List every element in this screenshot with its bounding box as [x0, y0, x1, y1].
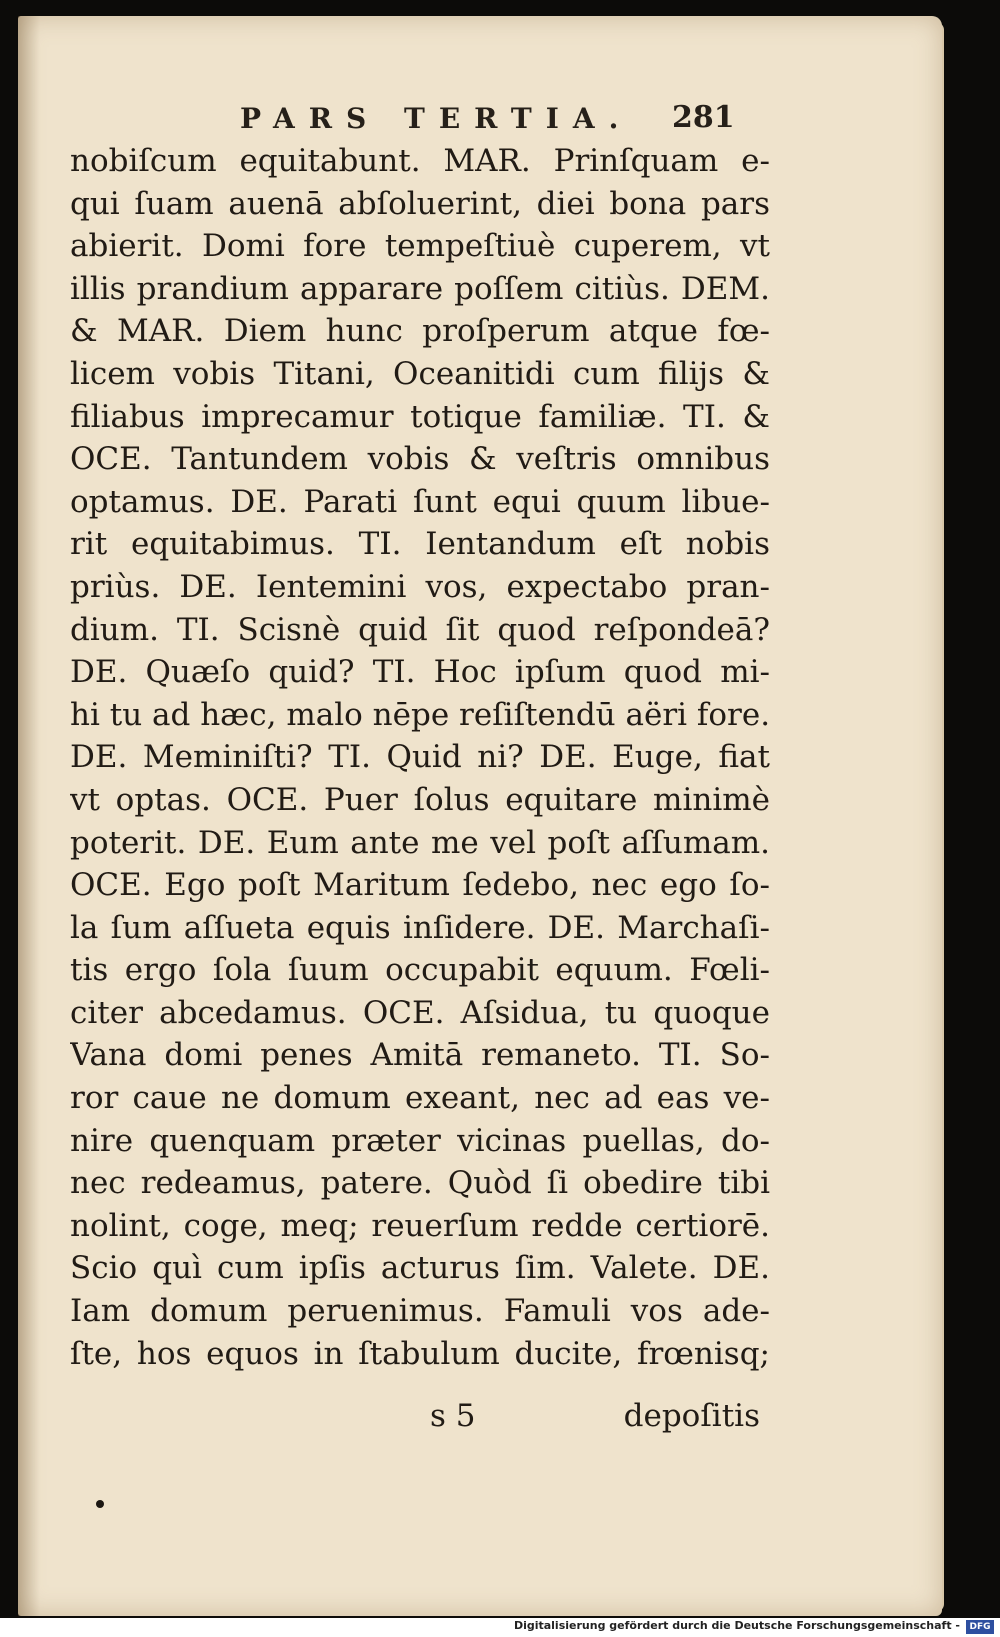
- text-line: ror caue ne domum exeant, nec ad eas ve-: [70, 1080, 770, 1117]
- text-line: nec redeamus, patere. Quòd ſi obedire tibi: [70, 1165, 770, 1202]
- credit-bar: [0, 1618, 1000, 1637]
- text-line: Scio quì cum ipſis acturus ſim. Valete. DE.: [70, 1250, 770, 1287]
- text-line: optamus. DE. Parati ſunt equi quum libue-: [70, 483, 770, 520]
- ink-dot: [96, 1500, 104, 1508]
- text-line: poterit. DE. Eum ante me vel poſt aſſumam.: [70, 824, 770, 861]
- text-line: hi tu ad hæc, malo nēpe reſiſtendū aëri fore.: [70, 696, 770, 733]
- text-line: tis ergo ſola ſuum occupabit equum. Fœli-: [70, 952, 770, 989]
- dfg-logo-icon: DFG: [966, 1620, 994, 1634]
- page-number: 281: [672, 100, 735, 135]
- text-line: rit equitabimus. TI. Ientandum eſt nobis: [70, 526, 770, 563]
- digitization-credit: Digitalisierung gefördert durch die Deutsche Forschungsgemeinschaft -: [513, 1619, 960, 1632]
- text-line: ſte, hos equos in ſtabulum ducite, frœnisq;: [70, 1335, 770, 1372]
- text-line: la ſum aſſueta equis inſidere. DE. Marchaſi-: [70, 909, 770, 946]
- text-line: dium. TI. Scisnè quid ſit quod reſpondeā?: [70, 611, 770, 648]
- text-line: & MAR. Diem hunc proſperum atque fœ-: [70, 313, 770, 350]
- page-spine-shadow: [18, 16, 40, 1616]
- text-line: filiabus imprecamur totique familiæ. TI. &: [70, 398, 770, 435]
- signature-mark: s 5: [430, 1398, 476, 1434]
- text-line: qui ſuam auenā abſoluerint, diei bona pars: [70, 185, 770, 222]
- text-line: nobiſcum equitabunt. MAR. Prinſquam e-: [70, 143, 770, 179]
- text-block: [70, 140, 770, 1375]
- catchword: depoſitis: [623, 1398, 760, 1434]
- text-line: citer abcedamus. OCE. Aſsidua, tu quoque: [70, 994, 770, 1031]
- running-head: PARS TERTIA.: [240, 102, 633, 135]
- text-line: Vana domi penes Amitā remaneto. TI. So-: [70, 1037, 770, 1074]
- text-line: licem vobis Titani, Oceanitidi cum filijs &: [70, 355, 770, 392]
- text-line: OCE. Ego poſt Maritum ſedebo, nec ego ſo-: [70, 867, 770, 904]
- text-line: abierit. Domi fore tempeſtiuè cuperem, vt: [70, 228, 770, 265]
- text-line: DE. Meminiſti? TI. Quid ni? DE. Euge, fiat: [70, 739, 770, 776]
- text-line: illis prandium apparare poſſem citiùs. DEM.: [70, 270, 770, 307]
- text-line: priùs. DE. Ientemini vos, expectabo pran-: [70, 568, 770, 605]
- text-line: OCE. Tantundem vobis & veſtris omnibus: [70, 441, 770, 478]
- text-line: vt optas. OCE. Puer ſolus equitare minimè: [70, 781, 770, 818]
- text-line: Iam domum peruenimus. Famuli vos ade-: [70, 1293, 770, 1330]
- text-line: nolint, coge, meq; reuerſum redde certiorē.: [70, 1207, 770, 1244]
- text-line: nire quenquam præter vicinas puellas, do-: [70, 1122, 770, 1159]
- text-line: DE. Quæſo quid? TI. Hoc ipſum quod mi-: [70, 654, 770, 691]
